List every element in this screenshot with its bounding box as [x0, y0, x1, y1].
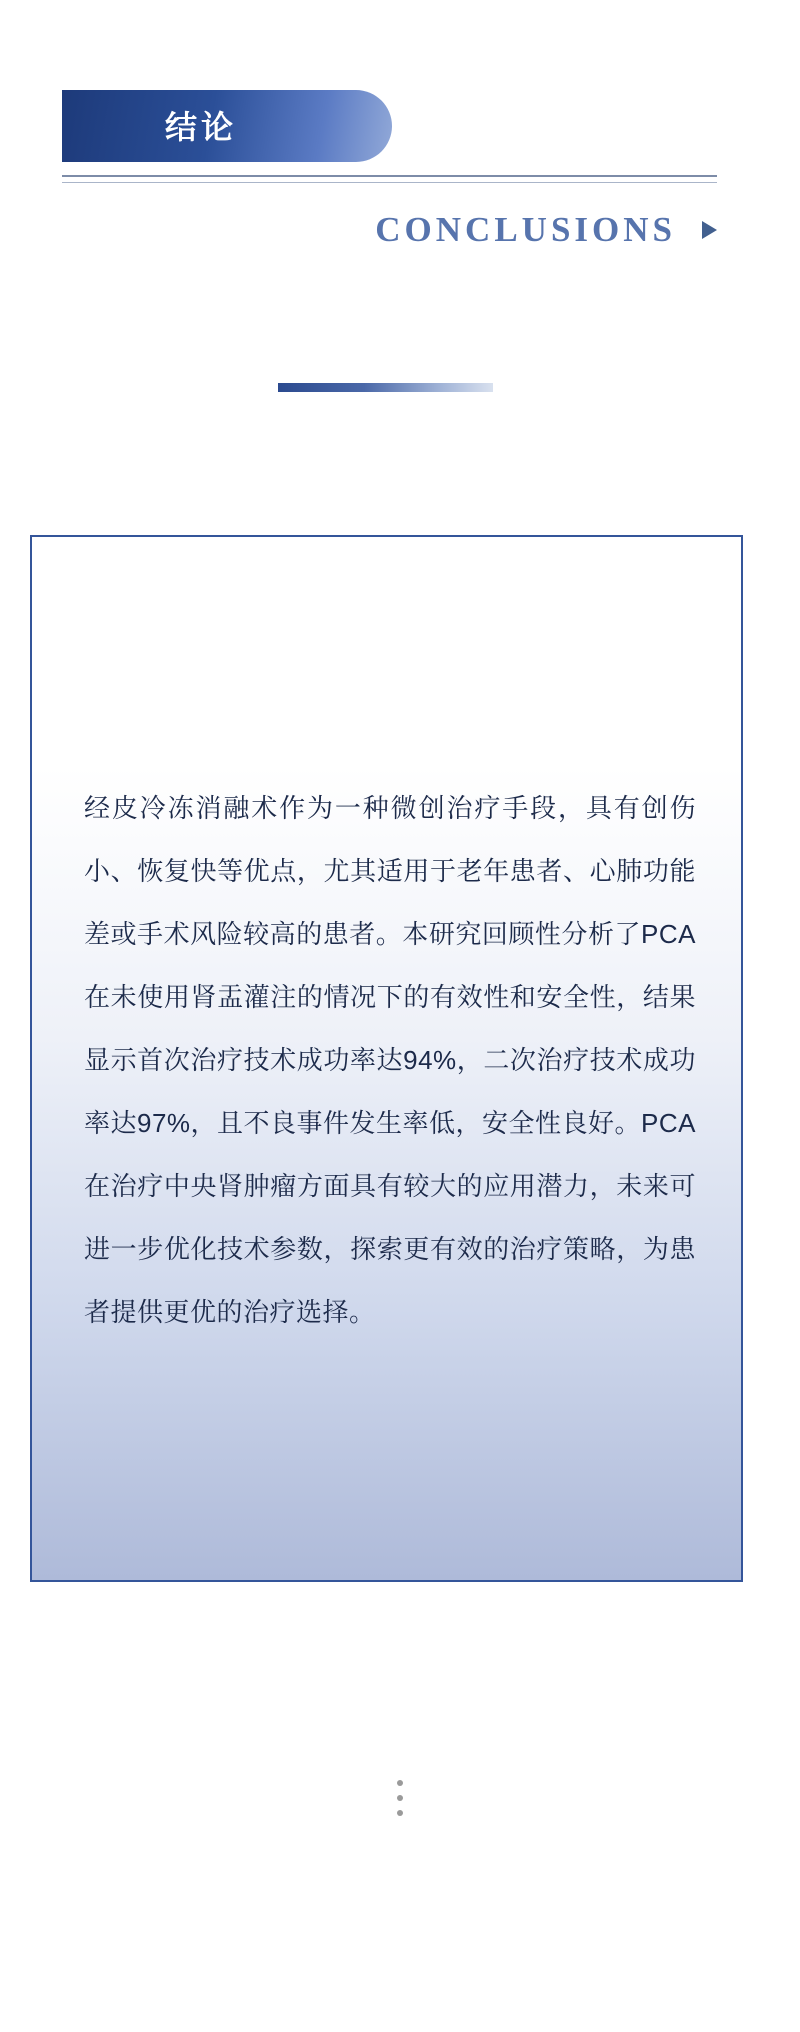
- subtitle-english: CONCLUSIONS: [375, 210, 676, 249]
- conclusion-paragraph: 经皮冷冻消融术作为一种微创治疗手段，具有创伤小、恢复快等优点，尤其适用于老年患者、心肺功能差或手术风险较高的患者。本研究回顾性分析了PCA在未使用肾盂灌注的情况下的有效性和安全性，结果显示首次治疗技术成功率达94%，二次治疗技术成功率达97%，且不良事件发生率低，安全性良好。PCA在治疗中央肾肿瘤方面具有较大的应用潜力，未来可进一步优化技术参数，探索更有效的治疗策略，为患者提供更优的治疗选择。: [84, 793, 696, 1327]
- footer-dots: [0, 1780, 800, 1816]
- footer-dot-icon: [397, 1795, 403, 1801]
- page-title: 结论: [165, 109, 238, 145]
- header-banner: [0, 0, 800, 260]
- triangle-right-icon: [702, 221, 717, 239]
- conclusion-card: [30, 535, 743, 1582]
- section-divider-bar: [278, 383, 493, 392]
- header-divider-line-secondary: [62, 182, 717, 183]
- footer-dot-icon: [397, 1780, 403, 1786]
- header-divider-line: [62, 175, 717, 177]
- footer-dot-icon: [397, 1810, 403, 1816]
- subtitle-row: [62, 205, 717, 255]
- conclusion-card-body: [84, 777, 696, 1344]
